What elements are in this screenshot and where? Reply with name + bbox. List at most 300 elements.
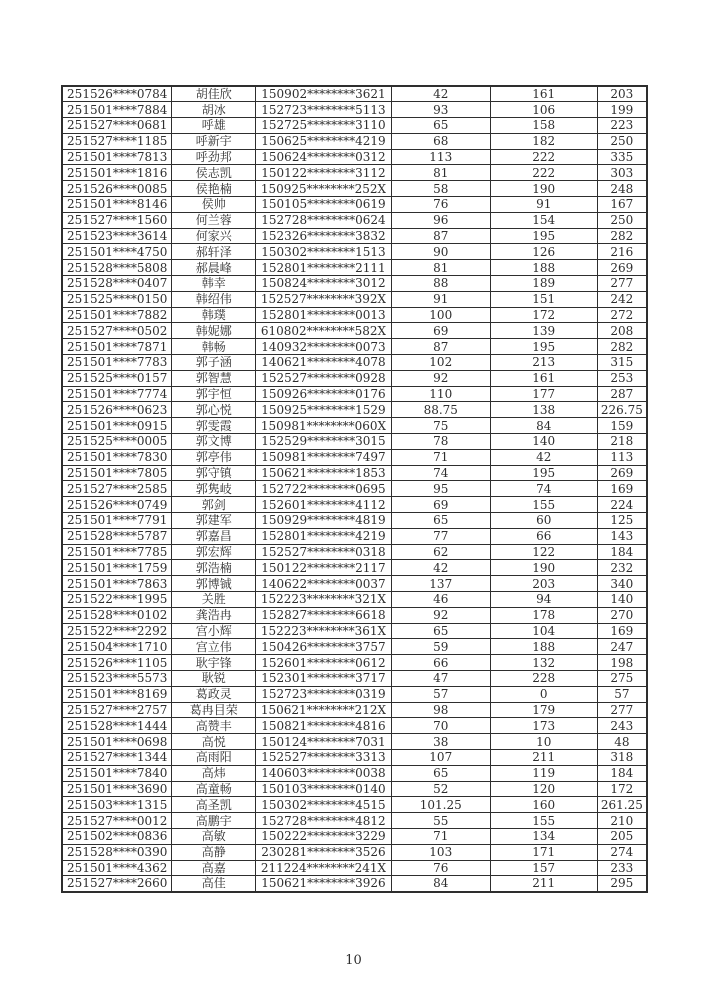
- score2-cell: 190: [490, 181, 597, 197]
- score1-cell: 137: [391, 576, 490, 592]
- score2-cell: 195: [490, 228, 597, 244]
- score1-cell: 91: [391, 291, 490, 307]
- page-number: 10: [345, 953, 362, 968]
- score1-cell: 65: [391, 118, 490, 134]
- total-score-cell: 340: [597, 576, 647, 592]
- candidate-no-cell: 251528****5787: [62, 528, 172, 544]
- table-row: [62, 355, 647, 371]
- id-number-cell: 152326********3832: [256, 228, 392, 244]
- score2-cell: 0: [490, 686, 597, 702]
- id-number-cell: 152723********0319: [256, 686, 392, 702]
- table-row: [62, 418, 647, 434]
- candidate-no-cell: 251527****2660: [62, 876, 172, 892]
- id-number-cell: 150981********7497: [256, 449, 392, 465]
- table-row: [62, 670, 647, 686]
- total-score-cell: 143: [597, 528, 647, 544]
- name-cell: 耿宇锋: [172, 655, 256, 671]
- score1-cell: 70: [391, 718, 490, 734]
- name-cell: 高佳: [172, 876, 256, 892]
- score1-cell: 52: [391, 781, 490, 797]
- table-row: [62, 797, 647, 813]
- candidate-no-cell: 251501****7882: [62, 307, 172, 323]
- total-score-cell: 48: [597, 734, 647, 750]
- id-number-cell: 140603********0038: [256, 765, 392, 781]
- score1-cell: 92: [391, 370, 490, 386]
- id-number-cell: 150902********3621: [256, 86, 392, 102]
- score2-cell: 66: [490, 528, 597, 544]
- score2-cell: 138: [490, 402, 597, 418]
- table-row: [62, 513, 647, 529]
- total-score-cell: 233: [597, 860, 647, 876]
- name-cell: 侯志凯: [172, 165, 256, 181]
- total-score-cell: 232: [597, 560, 647, 576]
- name-cell: 郭博铖: [172, 576, 256, 592]
- score2-cell: 160: [490, 797, 597, 813]
- id-number-cell: 152725********3110: [256, 118, 392, 134]
- id-number-cell: 152301********3717: [256, 670, 392, 686]
- total-score-cell: 184: [597, 765, 647, 781]
- table-row: [62, 276, 647, 292]
- candidate-no-cell: 251527****1560: [62, 212, 172, 228]
- score1-cell: 69: [391, 497, 490, 513]
- name-cell: 韩畅: [172, 339, 256, 355]
- score1-cell: 69: [391, 323, 490, 339]
- score2-cell: 211: [490, 876, 597, 892]
- candidate-no-cell: 251503****1315: [62, 797, 172, 813]
- score2-cell: 228: [490, 670, 597, 686]
- score2-cell: 10: [490, 734, 597, 750]
- total-score-cell: 210: [597, 813, 647, 829]
- name-cell: 宫立伟: [172, 639, 256, 655]
- total-score-cell: 224: [597, 497, 647, 513]
- score1-cell: 62: [391, 544, 490, 560]
- id-number-cell: 150824********3012: [256, 276, 392, 292]
- table-row: [62, 765, 647, 781]
- score1-cell: 88.75: [391, 402, 490, 418]
- score1-cell: 38: [391, 734, 490, 750]
- score1-cell: 47: [391, 670, 490, 686]
- score1-cell: 74: [391, 465, 490, 481]
- id-number-cell: 150122********2117: [256, 560, 392, 576]
- score2-cell: 203: [490, 576, 597, 592]
- name-cell: 韩绍伟: [172, 291, 256, 307]
- total-score-cell: 226.75: [597, 402, 647, 418]
- candidate-no-cell: 251502****0836: [62, 828, 172, 844]
- table-row: [62, 370, 647, 386]
- score2-cell: 178: [490, 607, 597, 623]
- name-cell: 耿锐: [172, 670, 256, 686]
- score2-cell: 172: [490, 307, 597, 323]
- score2-cell: 188: [490, 639, 597, 655]
- name-cell: 郭嘉昌: [172, 528, 256, 544]
- candidate-no-cell: 251501****8169: [62, 686, 172, 702]
- score2-cell: 104: [490, 623, 597, 639]
- table-row: [62, 465, 647, 481]
- name-cell: 胡冰: [172, 102, 256, 118]
- name-cell: 韩璞: [172, 307, 256, 323]
- total-score-cell: 318: [597, 749, 647, 765]
- candidate-no-cell: 251501****7805: [62, 465, 172, 481]
- name-cell: 郝晨峰: [172, 260, 256, 276]
- score2-cell: 106: [490, 102, 597, 118]
- total-score-cell: 216: [597, 244, 647, 260]
- table-row: [62, 118, 647, 134]
- score1-cell: 103: [391, 844, 490, 860]
- candidate-no-cell: 251501****1759: [62, 560, 172, 576]
- total-score-cell: 159: [597, 418, 647, 434]
- id-number-cell: 152801********4219: [256, 528, 392, 544]
- table-row: [62, 481, 647, 497]
- name-cell: 高敏: [172, 828, 256, 844]
- score2-cell: 120: [490, 781, 597, 797]
- name-cell: 郭隽岐: [172, 481, 256, 497]
- score2-cell: 84: [490, 418, 597, 434]
- score1-cell: 101.25: [391, 797, 490, 813]
- id-number-cell: 152728********4812: [256, 813, 392, 829]
- table-row: [62, 655, 647, 671]
- score2-cell: 190: [490, 560, 597, 576]
- candidate-no-cell: 251527****1344: [62, 749, 172, 765]
- candidate-no-cell: 251501****7830: [62, 449, 172, 465]
- table-row: [62, 102, 647, 118]
- score1-cell: 65: [391, 623, 490, 639]
- name-cell: 胡佳欣: [172, 86, 256, 102]
- name-cell: 高静: [172, 844, 256, 860]
- total-score-cell: 248: [597, 181, 647, 197]
- candidate-no-cell: 251527****0502: [62, 323, 172, 339]
- table-row: [62, 449, 647, 465]
- score2-cell: 188: [490, 260, 597, 276]
- id-number-cell: 150302********4515: [256, 797, 392, 813]
- name-cell: 高悦: [172, 734, 256, 750]
- candidate-no-cell: 251501****7871: [62, 339, 172, 355]
- score1-cell: 84: [391, 876, 490, 892]
- table-row: [62, 386, 647, 402]
- name-cell: 呼新宇: [172, 133, 256, 149]
- id-number-cell: 150625********4219: [256, 133, 392, 149]
- candidate-no-cell: 251501****7791: [62, 513, 172, 529]
- total-score-cell: 243: [597, 718, 647, 734]
- table-row: [62, 544, 647, 560]
- candidate-no-cell: 251504****1710: [62, 639, 172, 655]
- score2-cell: 119: [490, 765, 597, 781]
- name-cell: 侯艳楠: [172, 181, 256, 197]
- candidate-no-cell: 251522****1995: [62, 592, 172, 608]
- candidate-no-cell: 251528****0407: [62, 276, 172, 292]
- candidate-no-cell: 251501****7884: [62, 102, 172, 118]
- id-number-cell: 140932********0073: [256, 339, 392, 355]
- candidate-no-cell: 251528****0102: [62, 607, 172, 623]
- table-row: [62, 402, 647, 418]
- score2-cell: 161: [490, 86, 597, 102]
- score1-cell: 71: [391, 828, 490, 844]
- id-number-cell: 150105********0619: [256, 197, 392, 213]
- total-score-cell: 113: [597, 449, 647, 465]
- table-row: [62, 592, 647, 608]
- name-cell: 侯帅: [172, 197, 256, 213]
- score2-cell: 158: [490, 118, 597, 134]
- score1-cell: 65: [391, 513, 490, 529]
- table-row: [62, 149, 647, 165]
- score2-cell: 126: [490, 244, 597, 260]
- score2-cell: 213: [490, 355, 597, 371]
- name-cell: 郭浩楠: [172, 560, 256, 576]
- candidate-no-cell: 251527****0012: [62, 813, 172, 829]
- score2-cell: 91: [490, 197, 597, 213]
- table-row: [62, 876, 647, 892]
- score1-cell: 55: [391, 813, 490, 829]
- score2-cell: 182: [490, 133, 597, 149]
- score1-cell: 87: [391, 339, 490, 355]
- score2-cell: 154: [490, 212, 597, 228]
- name-cell: 郭雯霞: [172, 418, 256, 434]
- score1-cell: 110: [391, 386, 490, 402]
- score1-cell: 57: [391, 686, 490, 702]
- score1-cell: 42: [391, 86, 490, 102]
- table-row: [62, 212, 647, 228]
- total-score-cell: 203: [597, 86, 647, 102]
- total-score-cell: 287: [597, 386, 647, 402]
- id-number-cell: 140621********4078: [256, 355, 392, 371]
- candidate-no-cell: 251523****3614: [62, 228, 172, 244]
- table-row: [62, 860, 647, 876]
- score1-cell: 65: [391, 765, 490, 781]
- table-row: [62, 828, 647, 844]
- score1-cell: 81: [391, 165, 490, 181]
- score2-cell: 179: [490, 702, 597, 718]
- total-score-cell: 275: [597, 670, 647, 686]
- total-score-cell: 169: [597, 623, 647, 639]
- score2-cell: 157: [490, 860, 597, 876]
- candidate-no-cell: 251526****0784: [62, 86, 172, 102]
- name-cell: 高鹏宇: [172, 813, 256, 829]
- total-score-cell: 242: [597, 291, 647, 307]
- total-score-cell: 223: [597, 118, 647, 134]
- candidate-no-cell: 251501****4750: [62, 244, 172, 260]
- score1-cell: 42: [391, 560, 490, 576]
- id-number-cell: 152601********4112: [256, 497, 392, 513]
- table-row: [62, 260, 647, 276]
- id-number-cell: 150821********4816: [256, 718, 392, 734]
- score2-cell: 222: [490, 149, 597, 165]
- id-number-cell: 152223********361X: [256, 623, 392, 639]
- total-score-cell: 250: [597, 212, 647, 228]
- candidate-no-cell: 251525****0157: [62, 370, 172, 386]
- total-score-cell: 198: [597, 655, 647, 671]
- total-score-cell: 250: [597, 133, 647, 149]
- table-row: [62, 291, 647, 307]
- id-number-cell: 152722********0695: [256, 481, 392, 497]
- candidate-no-cell: 251501****7783: [62, 355, 172, 371]
- id-number-cell: 230281********3526: [256, 844, 392, 860]
- candidate-no-cell: 251528****0390: [62, 844, 172, 860]
- table-row: [62, 607, 647, 623]
- score2-cell: 195: [490, 339, 597, 355]
- candidate-no-cell: 251501****7774: [62, 386, 172, 402]
- id-number-cell: 152527********3313: [256, 749, 392, 765]
- candidate-no-cell: 251527****2585: [62, 481, 172, 497]
- total-score-cell: 167: [597, 197, 647, 213]
- score2-cell: 60: [490, 513, 597, 529]
- table-row: [62, 734, 647, 750]
- name-cell: 韩妮娜: [172, 323, 256, 339]
- name-cell: 高赞丰: [172, 718, 256, 734]
- score-table: [61, 85, 648, 893]
- name-cell: 郭心悦: [172, 402, 256, 418]
- id-number-cell: 150929********4819: [256, 513, 392, 529]
- score1-cell: 107: [391, 749, 490, 765]
- score1-cell: 68: [391, 133, 490, 149]
- score1-cell: 75: [391, 418, 490, 434]
- id-number-cell: 610802********582X: [256, 323, 392, 339]
- score2-cell: 139: [490, 323, 597, 339]
- score1-cell: 59: [391, 639, 490, 655]
- name-cell: 韩幸: [172, 276, 256, 292]
- table-row: [62, 339, 647, 355]
- id-number-cell: 152223********321X: [256, 592, 392, 608]
- score1-cell: 113: [391, 149, 490, 165]
- table-row: [62, 528, 647, 544]
- name-cell: 郭宇恒: [172, 386, 256, 402]
- candidate-no-cell: 251501****3690: [62, 781, 172, 797]
- id-number-cell: 152801********0013: [256, 307, 392, 323]
- score1-cell: 76: [391, 860, 490, 876]
- score1-cell: 71: [391, 449, 490, 465]
- id-number-cell: 150925********252X: [256, 181, 392, 197]
- table-row: [62, 228, 647, 244]
- candidate-no-cell: 251501****7863: [62, 576, 172, 592]
- id-number-cell: 140622********0037: [256, 576, 392, 592]
- score2-cell: 211: [490, 749, 597, 765]
- candidate-no-cell: 251501****0698: [62, 734, 172, 750]
- candidate-no-cell: 251501****7813: [62, 149, 172, 165]
- score1-cell: 78: [391, 434, 490, 450]
- score1-cell: 95: [391, 481, 490, 497]
- candidate-no-cell: 251525****0005: [62, 434, 172, 450]
- name-cell: 郭文博: [172, 434, 256, 450]
- total-score-cell: 315: [597, 355, 647, 371]
- score2-cell: 171: [490, 844, 597, 860]
- id-number-cell: 152723********5113: [256, 102, 392, 118]
- id-number-cell: 150426********3757: [256, 639, 392, 655]
- total-score-cell: 169: [597, 481, 647, 497]
- candidate-no-cell: 251501****7785: [62, 544, 172, 560]
- score1-cell: 102: [391, 355, 490, 371]
- score1-cell: 88: [391, 276, 490, 292]
- table-row: [62, 639, 647, 655]
- name-cell: 郭建军: [172, 513, 256, 529]
- score2-cell: 151: [490, 291, 597, 307]
- table-row: [62, 133, 647, 149]
- id-number-cell: 150621********212X: [256, 702, 392, 718]
- total-score-cell: 205: [597, 828, 647, 844]
- table-row: [62, 844, 647, 860]
- table-row: [62, 244, 647, 260]
- score2-cell: 161: [490, 370, 597, 386]
- score2-cell: 189: [490, 276, 597, 292]
- candidate-no-cell: 251501****4362: [62, 860, 172, 876]
- name-cell: 郭宏辉: [172, 544, 256, 560]
- total-score-cell: 335: [597, 149, 647, 165]
- total-score-cell: 172: [597, 781, 647, 797]
- score2-cell: 42: [490, 449, 597, 465]
- name-cell: 何家兴: [172, 228, 256, 244]
- id-number-cell: 150926********0176: [256, 386, 392, 402]
- score2-cell: 74: [490, 481, 597, 497]
- candidate-no-cell: 251525****0150: [62, 291, 172, 307]
- name-cell: 呼劲邦: [172, 149, 256, 165]
- id-number-cell: 150624********0312: [256, 149, 392, 165]
- name-cell: 高童畅: [172, 781, 256, 797]
- id-number-cell: 150925********1529: [256, 402, 392, 418]
- total-score-cell: 184: [597, 544, 647, 560]
- score1-cell: 98: [391, 702, 490, 718]
- candidate-no-cell: 251528****5808: [62, 260, 172, 276]
- table-row: [62, 623, 647, 639]
- score2-cell: 132: [490, 655, 597, 671]
- table-row: [62, 781, 647, 797]
- total-score-cell: 295: [597, 876, 647, 892]
- name-cell: 龚浩冉: [172, 607, 256, 623]
- candidate-no-cell: 251526****1105: [62, 655, 172, 671]
- score1-cell: 90: [391, 244, 490, 260]
- score1-cell: 66: [391, 655, 490, 671]
- score1-cell: 76: [391, 197, 490, 213]
- candidate-no-cell: 251527****2757: [62, 702, 172, 718]
- table-row: [62, 197, 647, 213]
- name-cell: 郭智慧: [172, 370, 256, 386]
- id-number-cell: 152801********2111: [256, 260, 392, 276]
- name-cell: 葛冉目荣: [172, 702, 256, 718]
- name-cell: 郭剑: [172, 497, 256, 513]
- score2-cell: 173: [490, 718, 597, 734]
- name-cell: 葛政灵: [172, 686, 256, 702]
- candidate-no-cell: 251522****2292: [62, 623, 172, 639]
- id-number-cell: 211224********241X: [256, 860, 392, 876]
- id-number-cell: 152527********392X: [256, 291, 392, 307]
- score2-cell: 155: [490, 813, 597, 829]
- id-number-cell: 152728********0624: [256, 212, 392, 228]
- table-row: [62, 702, 647, 718]
- name-cell: 高圣凯: [172, 797, 256, 813]
- name-cell: 高嘉: [172, 860, 256, 876]
- total-score-cell: 199: [597, 102, 647, 118]
- id-number-cell: 152527********0318: [256, 544, 392, 560]
- candidate-no-cell: 251526****0085: [62, 181, 172, 197]
- candidate-no-cell: 251528****1444: [62, 718, 172, 734]
- total-score-cell: 57: [597, 686, 647, 702]
- total-score-cell: 269: [597, 260, 647, 276]
- score1-cell: 92: [391, 607, 490, 623]
- candidate-no-cell: 251501****7840: [62, 765, 172, 781]
- total-score-cell: 303: [597, 165, 647, 181]
- id-number-cell: 150222********3229: [256, 828, 392, 844]
- table-row: [62, 181, 647, 197]
- table-row: [62, 323, 647, 339]
- name-cell: 郝轩泽: [172, 244, 256, 260]
- candidate-no-cell: 251526****0749: [62, 497, 172, 513]
- total-score-cell: 277: [597, 276, 647, 292]
- name-cell: 高炜: [172, 765, 256, 781]
- id-number-cell: 150981********060X: [256, 418, 392, 434]
- id-number-cell: 150122********3112: [256, 165, 392, 181]
- score1-cell: 58: [391, 181, 490, 197]
- score2-cell: 94: [490, 592, 597, 608]
- score2-cell: 122: [490, 544, 597, 560]
- id-number-cell: 152601********0612: [256, 655, 392, 671]
- candidate-no-cell: 251526****0623: [62, 402, 172, 418]
- table-row: [62, 307, 647, 323]
